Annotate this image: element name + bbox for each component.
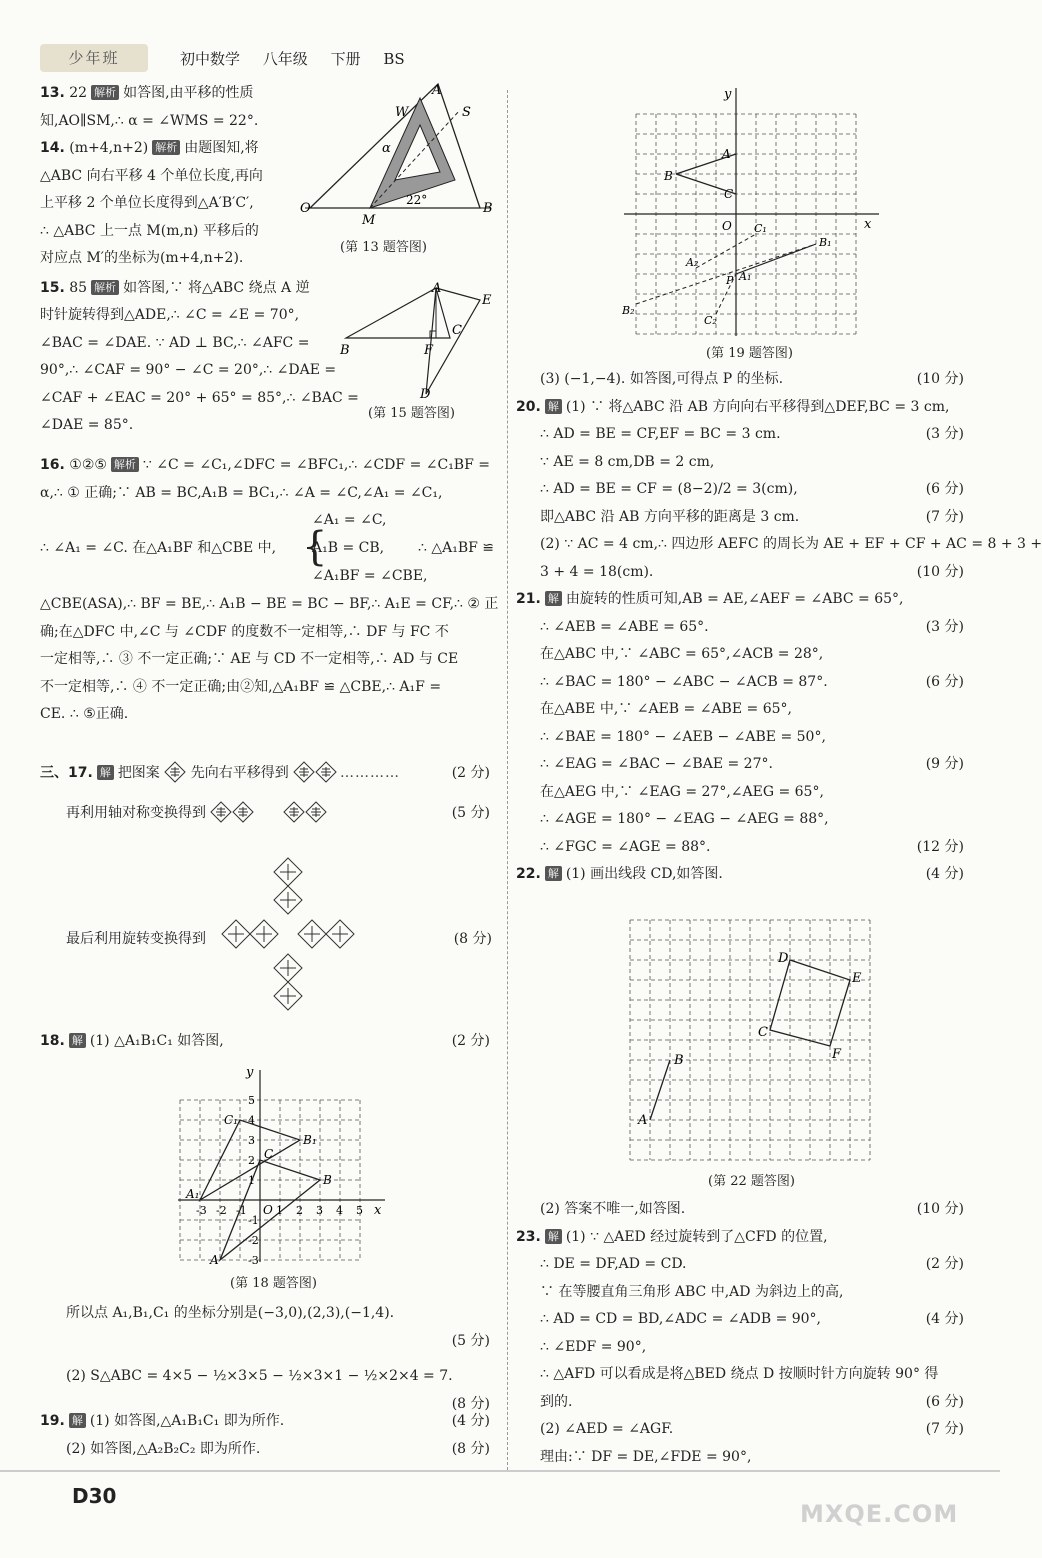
label-A: A (210, 1253, 219, 1267)
x-tick-label: 4 (336, 1204, 343, 1217)
q14-answer: (m+4,n+2) (69, 140, 149, 156)
score: (8 分) (451, 1395, 490, 1412)
q16-line: 一定相等,∴ ③ 不一定正确;∵ AE 与 CD 不一定相等,∴ AD 与 CE (40, 651, 459, 667)
solution-tag: 解 (545, 866, 562, 881)
y-tick-label: 5 (248, 1094, 255, 1107)
series-logo: 少年班 (40, 44, 148, 72)
label-B: B (664, 169, 673, 183)
label-P: P (726, 274, 734, 287)
q22-number: 22. (516, 866, 541, 882)
q17-block (40, 760, 490, 827)
y-tick-label: -3 (248, 1254, 259, 1267)
score: (7 分) (925, 1421, 964, 1437)
x-tick-label: -2 (216, 1204, 227, 1217)
score: (7 分) (925, 508, 964, 525)
score: (5 分) (451, 1332, 490, 1349)
y-tick-label: -1 (248, 1214, 259, 1227)
q14-line: △ABC 向右平移 4 个单位长度,再向 (40, 167, 263, 184)
score: (2 分) (451, 1033, 490, 1049)
y-axis-label: y (246, 1065, 254, 1080)
q15-line: 90°,∴ ∠CAF = 90° − ∠C = 20°,∴ ∠DAE = (40, 362, 337, 378)
q21-line: 在△ABE 中,∵ ∠AEB = ∠ABE = 65°, (540, 701, 792, 717)
solution-tag: 解 (545, 399, 562, 414)
label-A1: A₁ (739, 270, 752, 283)
q21-line: ∴ ∠AGE = 180° − ∠EAG − ∠AEG = 88°, (540, 811, 829, 827)
fig13-label-A: A (432, 83, 442, 98)
y-tick-label: 2 (248, 1154, 255, 1167)
fig18-caption: (第 18 题答图) (230, 1276, 317, 1291)
q18-number: 18. (40, 1033, 65, 1049)
q20-line: 即△ABC 沿 AB 方向平移的距离是 3 cm. (540, 508, 800, 525)
fig15-label-B: B (340, 343, 350, 358)
q13-line: 知,AO∥SM,∴ α = ∠WMS = 22°. (40, 112, 259, 129)
q14-line: 由题图知,将 (184, 140, 259, 156)
q14-line: 对应点 M′的坐标为(m+4,n+2). (40, 250, 244, 266)
label-C: C (724, 187, 734, 201)
q16-answer: ①②⑤ (69, 457, 107, 473)
q23-line: ∵ 在等腰直角三角形 ABC 中,AD 为斜边上的高, (540, 1283, 844, 1300)
q19-line: (1) 如答图,△A₁B₁C₁ 即为所作. (89, 1413, 285, 1429)
score: (4 分) (925, 866, 964, 882)
analysis-tag: 解析 (91, 85, 119, 100)
figure-19 (624, 86, 884, 356)
label-E: E (852, 971, 862, 986)
label-C2: C₂ (704, 314, 717, 327)
q16-brace: { (302, 524, 328, 570)
solution-tag: 解 (545, 591, 562, 606)
q17-line: 最后利用旋转变换得到 (66, 931, 206, 947)
q16-line: 确;在△DFC 中,∠C 与 ∠CDF 的度数不一定相等,∴ DF 与 FC 不 (40, 623, 449, 640)
score: (10 分) (916, 563, 964, 580)
pattern-icon (164, 761, 186, 783)
q20-number: 20. (516, 398, 541, 415)
fig13-label-S: S (462, 105, 471, 120)
q14-line: 上平移 2 个单位长度得到△A′B′C′, (40, 195, 254, 211)
q14-number: 14. (40, 140, 65, 156)
x-axis-label: x (864, 217, 872, 232)
q19-number: 19. (40, 1413, 65, 1429)
q23-line: 理由:∵ DF = DE,∠FDE = 90°, (540, 1448, 752, 1465)
watermark: MXQE.COM (800, 1500, 959, 1528)
q21-line: 在△AEG 中,∵ ∠EAG = 27°,∠AEG = 65°, (540, 783, 824, 800)
x-axis-label: x (374, 1203, 382, 1218)
q13-number: 13. (40, 85, 65, 101)
q21-line: ∴ ∠FGC = ∠AGE = 88°. (540, 838, 711, 855)
fig13-label-angle: 22° (406, 193, 428, 207)
page-header (40, 44, 520, 74)
q15-answer: 85 (69, 279, 88, 296)
footer-rule (0, 1470, 1000, 1472)
q16-line: ∴ ∠A₁ = ∠C. 在△A₁BF 和△CBE 中, (40, 540, 277, 556)
q23-line: (1) ∵ △AED 经过旋转到了△CFD 的位置, (565, 1228, 828, 1245)
label-C1: C₁ (224, 1113, 238, 1127)
q20-line: ∴ AD = BE = CF,EF = BC = 3 cm. (540, 426, 781, 442)
fig13-label-alpha: α (382, 141, 391, 156)
q20-line: (2) ∵ AC = 4 cm,∴ 四边形 AEFC 的周长为 AE + EF + CF + AC = 8 + 3 + (540, 536, 1042, 552)
fig15-label-E: E (482, 293, 492, 308)
x-tick-label: -1 (236, 1204, 247, 1217)
q21-line: ∴ ∠BAE = 180° − ∠AEB − ∠ABE = 50°, (540, 728, 826, 745)
figure-22 (626, 916, 878, 1168)
q16-line: α,∴ ① 正确;∵ AB = BC,A₁B = BC₁,∴ ∠A = ∠C,∠A₁ = ∠C₁, (40, 484, 443, 501)
q23-line: ∴ AD = CD = BD,∠ADC = ∠ADB = 90°, (540, 1311, 822, 1327)
pattern-icon (283, 801, 305, 823)
y-tick-label: -2 (248, 1234, 259, 1247)
analysis-tag: 解析 (91, 280, 119, 295)
q16-line: 不一定相等,∴ ④ 不一定正确;由②知,△A₁BF ≌ △CBE,∴ A₁F = (40, 678, 442, 695)
label-B1: B₁ (819, 236, 832, 249)
fig15-label-F: F (424, 343, 434, 358)
q16-block (40, 452, 499, 729)
q15-line: ∠CAF + ∠EAC = 20° + 65° = 85°,∴ ∠BAC = (40, 389, 359, 406)
q18-line: 所以点 A₁,B₁,C₁ 的坐标分别是(−3,0),(2,3),(−1,4). (66, 1305, 395, 1321)
q16-line: CE. ∴ ⑤正确. (40, 706, 129, 722)
label-A2: A₂ (686, 256, 699, 269)
q18-line: (2) S△ABC = 4×5 − ½×3×5 − ½×3×1 − ½×2×4 = 7. (66, 1368, 453, 1384)
q18-block (40, 1028, 490, 1056)
analysis-tag: 解析 (152, 140, 180, 155)
q23-line: ∴ DE = DF,AD = CD. (540, 1256, 687, 1272)
q19-line: (3) (−1,−4). 如答图,可得点 P 的坐标. (540, 371, 784, 387)
fig15-label-C: C (452, 323, 462, 338)
label-C1: C₁ (754, 222, 767, 235)
x-tick-label: 1 (276, 1204, 283, 1217)
solution-tag: 解 (69, 1413, 86, 1428)
q15-line: 时针旋转得到△ADE,∴ ∠C = ∠E = 70°, (40, 307, 300, 323)
q21-line: ∴ ∠BAC = 180° − ∠ABC − ∠ACB = 87°. (540, 673, 828, 690)
q23-line: ∴ ∠EDF = 90°, (540, 1338, 647, 1355)
q23-line: (2) ∠AED = ∠AGF. (540, 1421, 674, 1437)
figure-13 (300, 80, 500, 230)
q17-line: 先向右平移得到 (190, 765, 289, 781)
score: (10 分) (916, 1201, 964, 1217)
q20-line: 3 + 4 = 18(cm). (540, 563, 654, 580)
fig15-caption: (第 15 题答图) (368, 406, 455, 421)
q17-line: 把图案 (117, 765, 160, 781)
score: (2 分) (925, 1256, 964, 1272)
x-tick-label: 5 (356, 1204, 363, 1217)
label-A1: A₁ (186, 1187, 200, 1201)
q16-line: △CBE(ASA),∴ BF = BE,∴ A₁B − BE = BC − BF,∴ A₁E = CF,∴ ② 正 (40, 596, 499, 612)
q21-line: 在△ABC 中,∵ ∠ABC = 65°,∠ACB = 28°, (540, 646, 824, 662)
fig19-caption: (第 19 题答图) (706, 346, 793, 361)
segment-ab (650, 1060, 670, 1120)
dot-leader: ………… (340, 765, 400, 781)
score: (5 分) (451, 804, 490, 821)
fig15-label-D: D (420, 387, 431, 402)
q16-number: 16. (40, 457, 65, 473)
q17-line: 再利用轴对称变换得到 (66, 804, 206, 821)
q16-line: ∴ △A₁BF ≌ (418, 540, 495, 556)
origin-label: O (263, 1203, 273, 1217)
origin-label: O (722, 219, 732, 233)
right-text-upper (516, 366, 1042, 889)
q13-answer: 22 (69, 85, 88, 101)
subject: 初中数学 (180, 50, 241, 68)
x-tick-label: -3 (196, 1204, 207, 1217)
fig13-label-M: M (362, 213, 376, 228)
pattern-icon (232, 801, 254, 823)
y-tick-label: 4 (248, 1114, 255, 1127)
label-F: F (832, 1047, 842, 1062)
q15-line: 如答图,∵ 将△ABC 绕点 A 逆 (123, 279, 310, 296)
q20-line: ∵ AE = 8 cm,DB = 2 cm, (540, 453, 715, 470)
figure-18 (170, 1062, 390, 1272)
pattern-icon (305, 801, 327, 823)
fig13-label-B: B (483, 201, 493, 216)
q23-number: 23. (516, 1228, 541, 1245)
label-A: A (722, 147, 731, 161)
q16-condition: ∠A₁ = ∠C, (312, 512, 387, 528)
q15-line: ∠BAC = ∠DAE. ∵ AD ⊥ BC,∴ ∠AFC = (40, 334, 310, 351)
q21-line: 由旋转的性质可知,AB = AE,∠AEF = ∠ABC = 65°, (565, 591, 904, 607)
q17-line3 (66, 926, 492, 954)
right-text-lower (516, 1196, 964, 1471)
q16-line: ∵ ∠C = ∠C₁,∠DFC = ∠BFC₁,∴ ∠CDF = ∠C₁BF = (142, 457, 490, 473)
solution-tag: 解 (69, 1033, 86, 1048)
book-info (180, 48, 423, 69)
page-number: D30 (72, 1484, 117, 1508)
q13-line: 如答图,由平移的性质 (123, 85, 254, 101)
q18-answers (66, 1300, 490, 1418)
fig13-caption: (第 13 题答图) (340, 240, 427, 255)
analysis-tag: 解析 (111, 457, 139, 472)
column-divider (507, 90, 508, 1470)
label-A: A (638, 1113, 648, 1128)
y-axis-label: y (724, 87, 732, 102)
score: (6 分) (925, 673, 964, 690)
q16-system (40, 507, 495, 591)
q16-condition: A₁B = CB, (312, 540, 385, 556)
q21-line: ∴ ∠AEB = ∠ABE = 65°. (540, 618, 709, 635)
solution-tag: 解 (545, 1229, 562, 1244)
score: (6 分) (925, 481, 964, 497)
fig13-label-W: W (395, 105, 409, 120)
q23-line: ∴ △AFD 可以看成是将△BED 绕点 D 按顺时针方向旋转 90° 得 (540, 1366, 939, 1382)
q15-number: 15. (40, 279, 65, 296)
q19-line: (2) 如答图,△A₂B₂C₂ 即为所作. (66, 1440, 261, 1457)
score: (8 分) (451, 1440, 490, 1457)
q17-number: 三、17. (40, 765, 93, 781)
q20-line: (1) ∵ 将△ABC 沿 AB 方向向右平移得到△DEF,BC = 3 cm, (565, 398, 950, 415)
q19-block (40, 1408, 490, 1463)
q22-line: (1) 画出线段 CD,如答图. (565, 866, 723, 882)
q18-line: (1) △A₁B₁C₁ 如答图, (89, 1033, 224, 1049)
volume: 下册 (330, 50, 361, 68)
pattern-icon (210, 801, 232, 823)
figure-15 (340, 282, 500, 400)
y-tick-label: 3 (248, 1134, 255, 1147)
label-C: C (758, 1025, 768, 1040)
edition: BS (383, 50, 405, 68)
pattern-icon (293, 761, 315, 783)
pattern-icon (315, 761, 337, 783)
score: (3 分) (925, 618, 964, 635)
solution-tag: 解 (97, 765, 114, 780)
score: (8 分) (453, 931, 492, 947)
label-D: D (778, 951, 789, 966)
grade: 八年级 (262, 50, 308, 68)
label-B1: B₁ (303, 1133, 317, 1147)
label-B: B (323, 1173, 332, 1187)
q22-line: (2) 答案不唯一,如答图. (540, 1201, 686, 1217)
score: (2 分) (451, 765, 490, 781)
score: (12 分) (916, 838, 964, 855)
q23-line: 到的. (540, 1393, 573, 1410)
label-B2: B₂ (622, 304, 635, 317)
y-tick-label: 1 (248, 1174, 255, 1187)
label-B: B (674, 1053, 684, 1068)
fig15-label-A: A (432, 281, 442, 296)
q21-line: ∴ ∠EAG = ∠BAC − ∠BAE = 27°. (540, 756, 773, 772)
label-C: C (264, 1147, 274, 1161)
fig13-label-O: O (300, 201, 311, 216)
q20-line: ∴ AD = BE = CF = (8−2)/2 = 3(cm), (540, 481, 798, 497)
segment-a2c1 (696, 234, 756, 268)
q21-number: 21. (516, 591, 541, 607)
score: (9 分) (925, 756, 964, 772)
x-tick-label: 2 (296, 1204, 303, 1217)
score: (4 分) (925, 1311, 964, 1327)
fig15-triangle-ade (426, 288, 480, 394)
score: (4 分) (451, 1413, 490, 1429)
score: (6 分) (925, 1393, 964, 1410)
q14-line: ∴ △ABC 上一点 M(m,n) 平移后的 (40, 222, 259, 239)
q16-condition: ∠A₁BF = ∠CBE, (312, 568, 428, 584)
fig22-caption: (第 22 题答图) (708, 1174, 795, 1189)
q15-line: ∠DAE = 85°. (40, 417, 134, 433)
score: (10 分) (916, 371, 964, 387)
score: (3 分) (925, 426, 964, 442)
x-tick-label: 3 (316, 1204, 323, 1217)
